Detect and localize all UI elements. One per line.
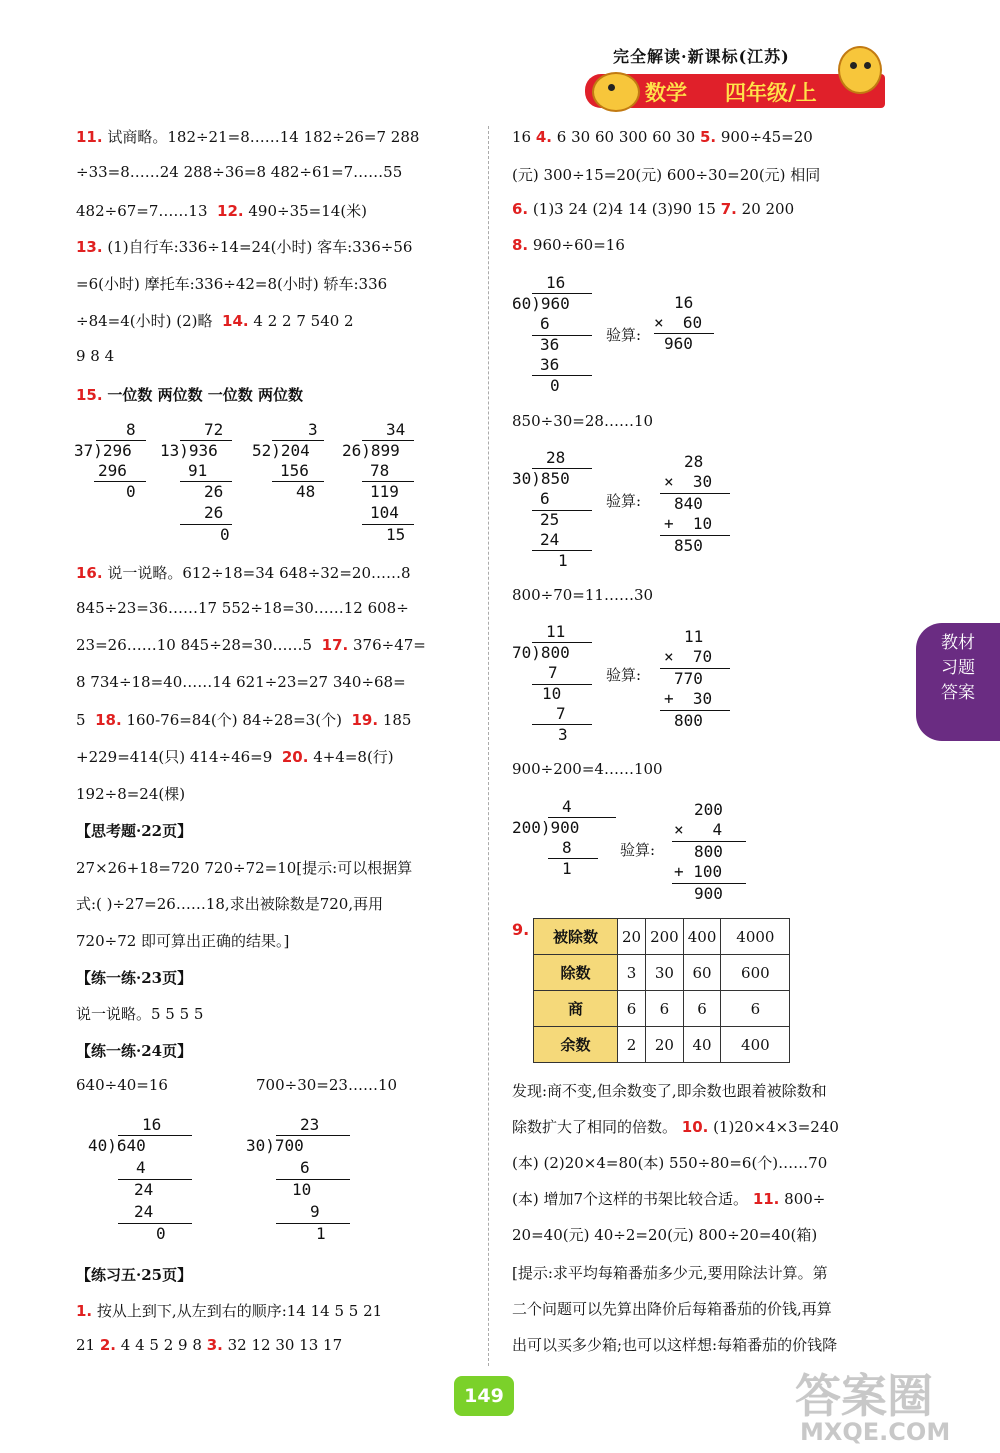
text-row: 6	[300, 1158, 310, 1177]
text-row: 3	[618, 955, 646, 991]
answer-line: +229=414(只) 414÷46=9	[76, 748, 273, 766]
text-row: 4000	[721, 919, 790, 955]
text-row	[76, 709, 411, 730]
text-row: 28	[684, 452, 704, 471]
q-number: 10.	[681, 1118, 709, 1136]
answer-line: 式:( )÷27=26……18,求出被除数是720,再用	[76, 895, 384, 913]
text-row: × 4	[674, 820, 723, 839]
text-row	[608, 84, 615, 91]
text-row: 156	[280, 461, 309, 480]
q-number: 5.	[699, 128, 717, 146]
division-rule	[532, 684, 592, 685]
text-row: 商	[534, 991, 618, 1027]
text-row: 6	[683, 991, 721, 1027]
text-row: 48	[296, 482, 316, 501]
text-row: 9	[310, 1202, 320, 1221]
section-heading: 【练一练·23页】	[76, 969, 193, 987]
answer-line: =6(小时) 摩托车:336÷42=8(小时) 轿车:336	[76, 275, 388, 293]
text-row	[76, 673, 406, 691]
text-row: × 30	[664, 472, 713, 491]
text-row: 37)296	[74, 441, 132, 460]
text-row	[76, 562, 411, 583]
text-row: 24	[540, 530, 560, 549]
division-rule	[94, 481, 146, 482]
text-row: 26)899	[342, 441, 400, 460]
text-row: 16	[142, 1115, 162, 1134]
text-row: 30	[646, 955, 684, 991]
text-row: 26	[204, 482, 224, 501]
q-number: 12.	[217, 202, 244, 220]
q-number: 19.	[351, 711, 379, 729]
text-row: 11	[684, 627, 704, 646]
answer-line: (元) 300÷15=20(元) 600÷30=20(元) 相同	[512, 166, 821, 184]
text-row: 30)700	[246, 1136, 304, 1155]
q-number: 17.	[321, 636, 349, 654]
text-row: 200	[646, 919, 684, 955]
answer-line: [提示:求平均每箱番茄多少元,要用除法计算。第	[512, 1264, 828, 1282]
text-row: 30)850	[512, 469, 570, 488]
answer-line: 按从上到下,从左到右的顺序:14 14 5 5 21	[96, 1302, 383, 1320]
text-row: 36	[540, 355, 560, 374]
answer-line: ÷84=4(小时) (2)略	[76, 312, 213, 330]
answer-line: 说一说略。5 5 5 5	[76, 1005, 204, 1023]
text-row: 2	[618, 1027, 646, 1063]
text-row: 6	[540, 489, 550, 508]
answer-line: 27×26+18=720 720÷72=10[提示:可以根据算	[76, 859, 413, 877]
q-number: 11.	[752, 1190, 780, 1208]
text-row: 900	[694, 884, 723, 903]
answer-line: 800÷	[784, 1190, 826, 1208]
answer-line: (本) (2)20×4=80(本) 550÷80=6(个)……70	[512, 1154, 828, 1172]
text-row: 4	[136, 1158, 146, 1177]
q-number: 20.	[281, 748, 309, 766]
text-row: 400	[721, 1027, 790, 1063]
text-row: 16	[546, 273, 566, 292]
q-number: 3.	[206, 1336, 223, 1354]
text-row	[76, 783, 185, 804]
chick-icon	[838, 46, 882, 94]
text-row	[850, 62, 857, 69]
text-row: 1	[562, 859, 572, 878]
text-row: 6	[540, 314, 550, 333]
answer-line: 482÷67=7……13	[76, 202, 208, 220]
text-row	[76, 636, 426, 654]
text-row: 34	[386, 420, 406, 439]
text-row: 23	[300, 1115, 320, 1134]
answer-line: 除数扩大了相同的倍数。	[512, 1118, 678, 1136]
answer-line: 9 8 4	[76, 347, 115, 365]
text-row: 960	[664, 334, 693, 353]
text-row: 3	[558, 725, 568, 744]
answer-line: 4+4=8(行)	[313, 748, 394, 766]
text-row: 4	[562, 797, 572, 816]
text-row: 8	[562, 838, 572, 857]
answer-line: (1)20×4×3=240	[713, 1118, 839, 1136]
answer-line: 一位数 两位数 一位数 两位数	[107, 386, 304, 404]
section-heading: 【思考题·22页】	[76, 822, 193, 840]
text-row: 0	[220, 525, 230, 544]
side-tab-label: 教材习题答案	[941, 633, 975, 703]
q9-table	[533, 918, 790, 1063]
answer-line: 23=26……10 845÷28=30……5	[76, 636, 313, 654]
text-row: 0	[126, 482, 136, 501]
table-row	[534, 1027, 790, 1063]
text-row: + 100	[674, 862, 723, 881]
answer-line: 490÷35=14(米)	[248, 202, 368, 220]
text-row: 1	[316, 1224, 326, 1243]
division-rule	[276, 1223, 350, 1224]
text-row: 26	[204, 503, 224, 522]
section-heading: 【练习五·25页】	[76, 1266, 193, 1284]
answer-line: 6 30 60 300 60 30	[556, 128, 696, 146]
text-row: 28	[546, 448, 566, 467]
page-number: 149	[454, 1376, 514, 1416]
division-rule	[548, 858, 598, 859]
text-row: 24	[134, 1180, 154, 1199]
text-row: 7	[548, 663, 558, 682]
text-row: 60	[683, 955, 721, 991]
answer-line: 720÷72 即可算出正确的结果。]	[76, 932, 290, 950]
text-row: 119	[370, 482, 399, 501]
text-row: 25	[540, 510, 560, 529]
text-row: 10	[292, 1180, 312, 1199]
answer-line: (1)3 24 (2)4 14 (3)90 15	[532, 200, 716, 218]
subject-label: 数学	[645, 81, 687, 105]
text-row: 78	[370, 461, 390, 480]
answer-line: 试商略。182÷21=8……14 182÷26=7 288	[107, 128, 420, 146]
text-row: 6	[721, 991, 790, 1027]
text-row	[76, 384, 303, 405]
watermark-url: MXQE.COM	[800, 1418, 951, 1446]
answer-line: 185	[382, 711, 412, 729]
q-number: 16.	[76, 564, 103, 582]
text-row	[864, 62, 871, 69]
q-number: 4.	[535, 128, 553, 146]
text-row	[76, 163, 402, 181]
text-row	[76, 347, 114, 365]
answer-line: 16	[512, 128, 532, 146]
text-row: 16	[674, 293, 694, 312]
section-heading: 【练一练·24页】	[76, 1042, 193, 1060]
text-row: 40	[683, 1027, 721, 1063]
text-row: 52)204	[252, 441, 310, 460]
text-row: 70)800	[512, 643, 570, 662]
text-row: 除数	[534, 955, 618, 991]
answer-line: 出可以买多少箱;也可以这样想:每箱番茄的价钱降	[512, 1336, 838, 1354]
text-row: 600	[721, 955, 790, 991]
text-row	[512, 1188, 825, 1209]
watermark: 答案圈	[795, 1369, 933, 1423]
text-row	[76, 310, 354, 331]
verify-label: 验算:	[606, 492, 642, 510]
text-row: × 70	[664, 647, 713, 666]
answer-line: 20=40(元) 40÷2=20(元) 800÷20=40(箱)	[512, 1226, 818, 1244]
text-row: 60)960	[512, 294, 570, 313]
text-row: 200)900	[512, 818, 580, 837]
verify-label: 验算:	[620, 841, 656, 859]
table-row	[534, 919, 790, 955]
answer-line: (1)自行车:336÷14=24(小时) 客车:336÷56	[107, 238, 413, 256]
answer-line: 20 200	[741, 200, 795, 218]
q-number: 2.	[99, 1336, 117, 1354]
q-number: 7.	[720, 200, 737, 218]
division-rule	[276, 1179, 350, 1180]
text-row	[512, 236, 625, 254]
text-row: + 30	[664, 689, 713, 708]
answer-line: 376÷47=	[353, 636, 426, 654]
verify-label: 验算:	[606, 326, 642, 344]
q-number: 11.	[76, 128, 103, 146]
answer-line: 900÷200=4……100	[512, 760, 663, 778]
text-row: 0	[156, 1224, 166, 1243]
answer-line: 845÷23=36……17 552÷18=30……12 608÷	[76, 599, 409, 617]
answer-line: 700÷30=23……10	[256, 1076, 398, 1094]
text-row: 800	[694, 842, 723, 861]
text-row: 6	[618, 991, 646, 1027]
text-row: 800	[674, 711, 703, 730]
q-number: 6.	[512, 200, 529, 218]
answer-line: 960÷60=16	[532, 236, 625, 254]
text-row: 6	[646, 991, 684, 1027]
text-row: 8	[126, 420, 136, 439]
q-number: 8.	[512, 236, 529, 254]
text-row: 200	[694, 800, 723, 819]
text-row: 1	[558, 551, 568, 570]
text-row: 72	[204, 420, 224, 439]
answer-line: 640÷40=16	[76, 1076, 168, 1094]
answer-line: 21	[76, 1336, 96, 1354]
series-title: 完全解读·新课标(江苏)	[613, 47, 790, 66]
division-rule	[118, 1223, 192, 1224]
q-number: 9.	[512, 920, 530, 939]
answer-line: 说一说略。612÷18=34 648÷32=20……8	[107, 564, 411, 582]
text-row	[76, 200, 367, 221]
q-number: 13.	[76, 238, 103, 256]
answer-line: 4 2 2 7 540 2	[253, 312, 354, 330]
text-row: 296	[98, 461, 127, 480]
answers-side-tab	[916, 623, 1000, 741]
answer-line: (本) 增加7个这样的书架比较合适。	[512, 1190, 749, 1208]
table-row	[534, 991, 790, 1027]
text-row: 3	[308, 420, 318, 439]
answer-line: 5	[76, 711, 86, 729]
text-row: 余数	[534, 1027, 618, 1063]
text-row	[76, 236, 412, 257]
text-row: 被除数	[534, 919, 618, 955]
text-row	[76, 1300, 382, 1321]
answer-line: 192÷8=24(棵)	[76, 785, 186, 803]
text-row	[76, 126, 419, 147]
table-row	[534, 955, 790, 991]
text-row: 850	[674, 536, 703, 555]
text-row	[512, 1116, 839, 1137]
answer-line: 900÷45=20	[720, 128, 813, 146]
text-row: 15	[386, 525, 406, 544]
column-divider	[488, 126, 489, 1366]
answer-line: 二个问题可以先算出降价后每箱番茄的价钱,再算	[512, 1300, 832, 1318]
text-row: 0	[550, 376, 560, 395]
answer-line: 8 734÷18=40……14 621÷23=27 340÷68=	[76, 673, 406, 691]
verify-label: 验算:	[606, 666, 642, 684]
text-row	[512, 200, 794, 218]
grade-label: 四年级/上	[725, 81, 817, 105]
answer-line: 160-76=84(个) 84÷28=3(个)	[126, 711, 342, 729]
text-row: 10	[542, 684, 562, 703]
text-row: 20	[646, 1027, 684, 1063]
q-number: 15.	[76, 386, 103, 404]
answer-line: 32 12 30 13 17	[227, 1336, 343, 1354]
q-number: 14.	[222, 312, 249, 330]
answer-line: 850÷30=28……10	[512, 412, 654, 430]
text-row	[76, 746, 394, 767]
text-row: 24	[134, 1202, 154, 1221]
text-row: 91	[188, 461, 208, 480]
text-row	[76, 599, 409, 617]
text-row: 400	[683, 919, 721, 955]
text-row: 40)640	[88, 1136, 146, 1155]
text-row: 104	[370, 503, 399, 522]
division-rule	[532, 375, 592, 376]
chick-icon	[592, 72, 640, 112]
text-row	[76, 273, 387, 294]
q-number: 1.	[76, 1302, 93, 1320]
text-row: 20	[618, 919, 646, 955]
text-row	[512, 128, 813, 146]
text-row	[534, 919, 790, 1063]
text-row: 11	[546, 622, 566, 641]
division-rule	[118, 1179, 192, 1180]
text-row: + 10	[664, 514, 713, 533]
text-row: × 60	[654, 313, 703, 332]
text-row	[76, 1336, 342, 1354]
text-row: 840	[674, 494, 703, 513]
q-number: 18.	[95, 711, 122, 729]
answer-line: 发现:商不变,但余数变了,即余数也跟着被除数和	[512, 1082, 827, 1100]
text-row: 36	[540, 335, 560, 354]
answer-line: 800÷70=11……30	[512, 586, 654, 604]
text-row: 7	[556, 704, 566, 723]
text-row: 13)936	[160, 441, 218, 460]
text-row: 770	[674, 669, 703, 688]
answer-line: 4 4 5 2 9 8	[120, 1336, 202, 1354]
answer-line: ÷33=8……24 288÷36=8 482÷61=7……55	[76, 163, 403, 181]
